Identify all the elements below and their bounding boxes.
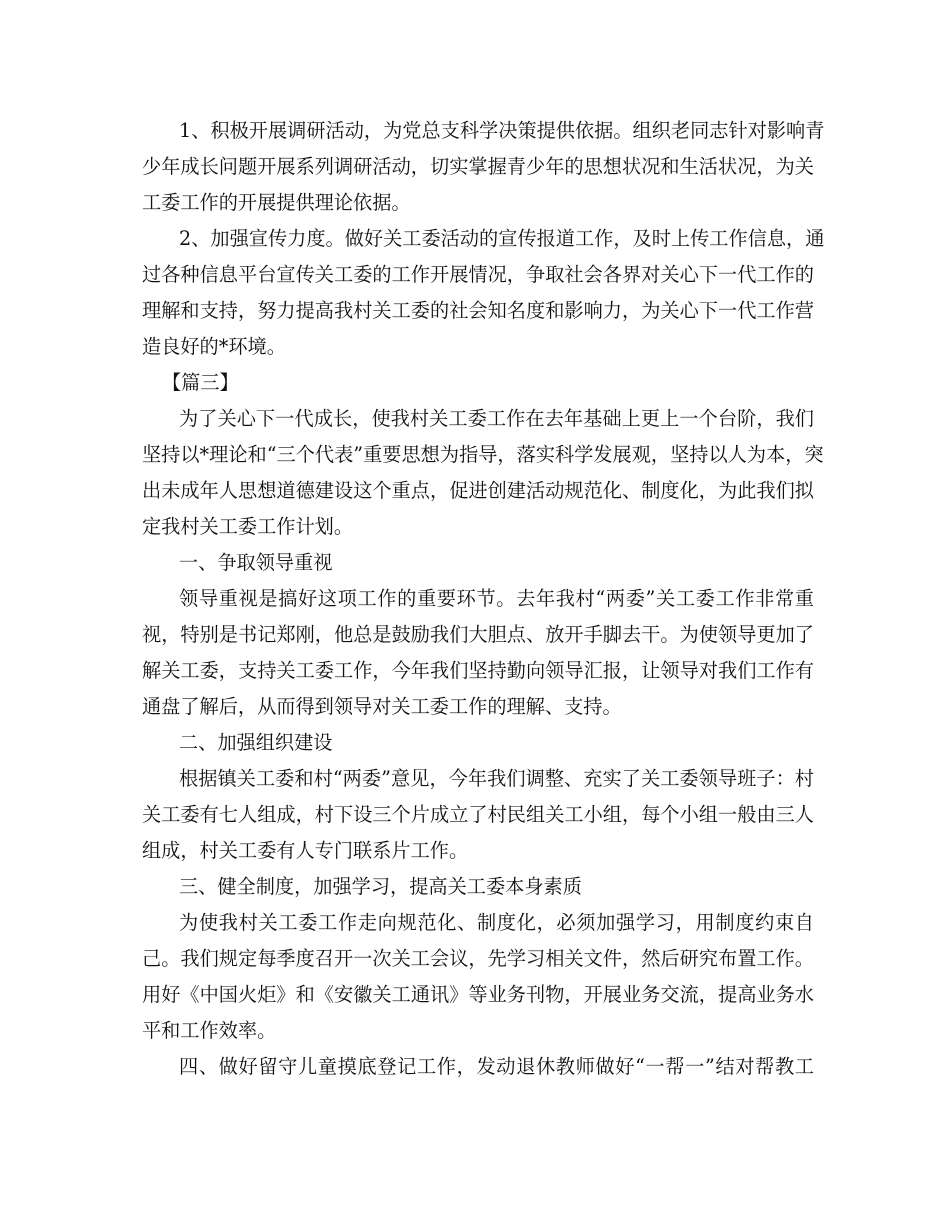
text-line: 关工委有七人组成，村下设三个片成立了村民组关工小组，每个小组一般由三人 [142,803,814,826]
section-heading-part-three [142,365,814,401]
text-line: 二、加强组织建设 [179,731,333,754]
paragraph-organization [142,761,814,869]
heading-left-behind-children [142,1049,814,1085]
paragraph-research [142,113,825,221]
text-line: 工委工作的开展提供理论依据。 [142,191,411,214]
text-line: 过各种信息平台宣传关工委的工作开展情况，争取社会各界对关心下一代工作的 [142,263,814,286]
text-line: 一、争取领导重视 [179,551,333,574]
heading-leadership [142,545,814,581]
heading-system [142,869,814,905]
text-line: 四、做好留守儿童摸底登记工作，发动退休教师做好“一帮一”结对帮教工 [179,1055,814,1078]
text-line: 理解和支持，努力提高我村关工委的社会知名度和影响力，为关心下一代工作营 [142,299,814,322]
text-line: 解关工委，支持关工委工作，今年我们坚持勤向领导汇报，让领导对我们工作有 [142,659,814,682]
paragraph-intro [142,401,824,545]
paragraph-leadership [142,581,814,725]
text-line: 少年成长问题开展系列调研活动，切实掌握青少年的思想状况和生活状况，为关 [142,155,814,178]
text-line: 视，特别是书记郑刚，他总是鼓励我们大胆点、放开手脚去干。为使领导更加了 [142,623,814,646]
text-line: 造良好的*环境。 [142,335,286,358]
text-line: 通盘了解后，从而得到领导对关工委工作的理解、支持。 [142,695,622,718]
text-line: 平和工作效率。 [142,1019,277,1042]
text-line: 己。我们规定每季度召开一次关工会议，先学习相关文件，然后研究布置工作。 [142,947,814,970]
heading-organization [142,725,814,761]
text-line: 2、加强宣传力度。做好关工委活动的宣传报道工作，及时上传工作信息，通 [179,227,825,250]
text-line: 组成，村关工委有人专门联系片工作。 [142,839,469,862]
document-body [142,113,825,1085]
text-line: 出未成年人思想道德建设这个重点，促进创建活动规范化、制度化，为此我们拟 [142,479,814,502]
text-line: 【篇三】 [162,371,239,394]
text-line: 根据镇关工委和村“两委”意见，今年我们调整、充实了关工委领导班子：村 [179,767,814,790]
text-line: 坚持以*理论和“三个代表”重要思想为指导，落实科学发展观，坚持以人为本，突 [142,443,824,466]
text-line: 为了关心下一代成长，使我村关工委工作在去年基础上更上一个台阶，我们 [179,407,814,430]
paragraph-system [142,905,814,1049]
text-line: 定我村关工委工作计划。 [142,515,354,538]
text-line: 为使我村关工委工作走向规范化、制度化，必须加强学习，用制度约束自 [179,911,814,934]
text-line: 用好《中国火炬》和《安徽关工通讯》等业务刊物，开展业务交流，提高业务水 [142,983,814,1006]
paragraph-publicity [142,221,825,365]
text-line: 领导重视是搞好这项工作的重要环节。去年我村“两委”关工委工作非常重 [179,587,814,610]
text-line: 三、健全制度，加强学习，提高关工委本身素质 [179,875,582,898]
text-line: 1、积极开展调研活动，为党总支科学决策提供依据。组织老同志针对影响青 [179,119,825,142]
